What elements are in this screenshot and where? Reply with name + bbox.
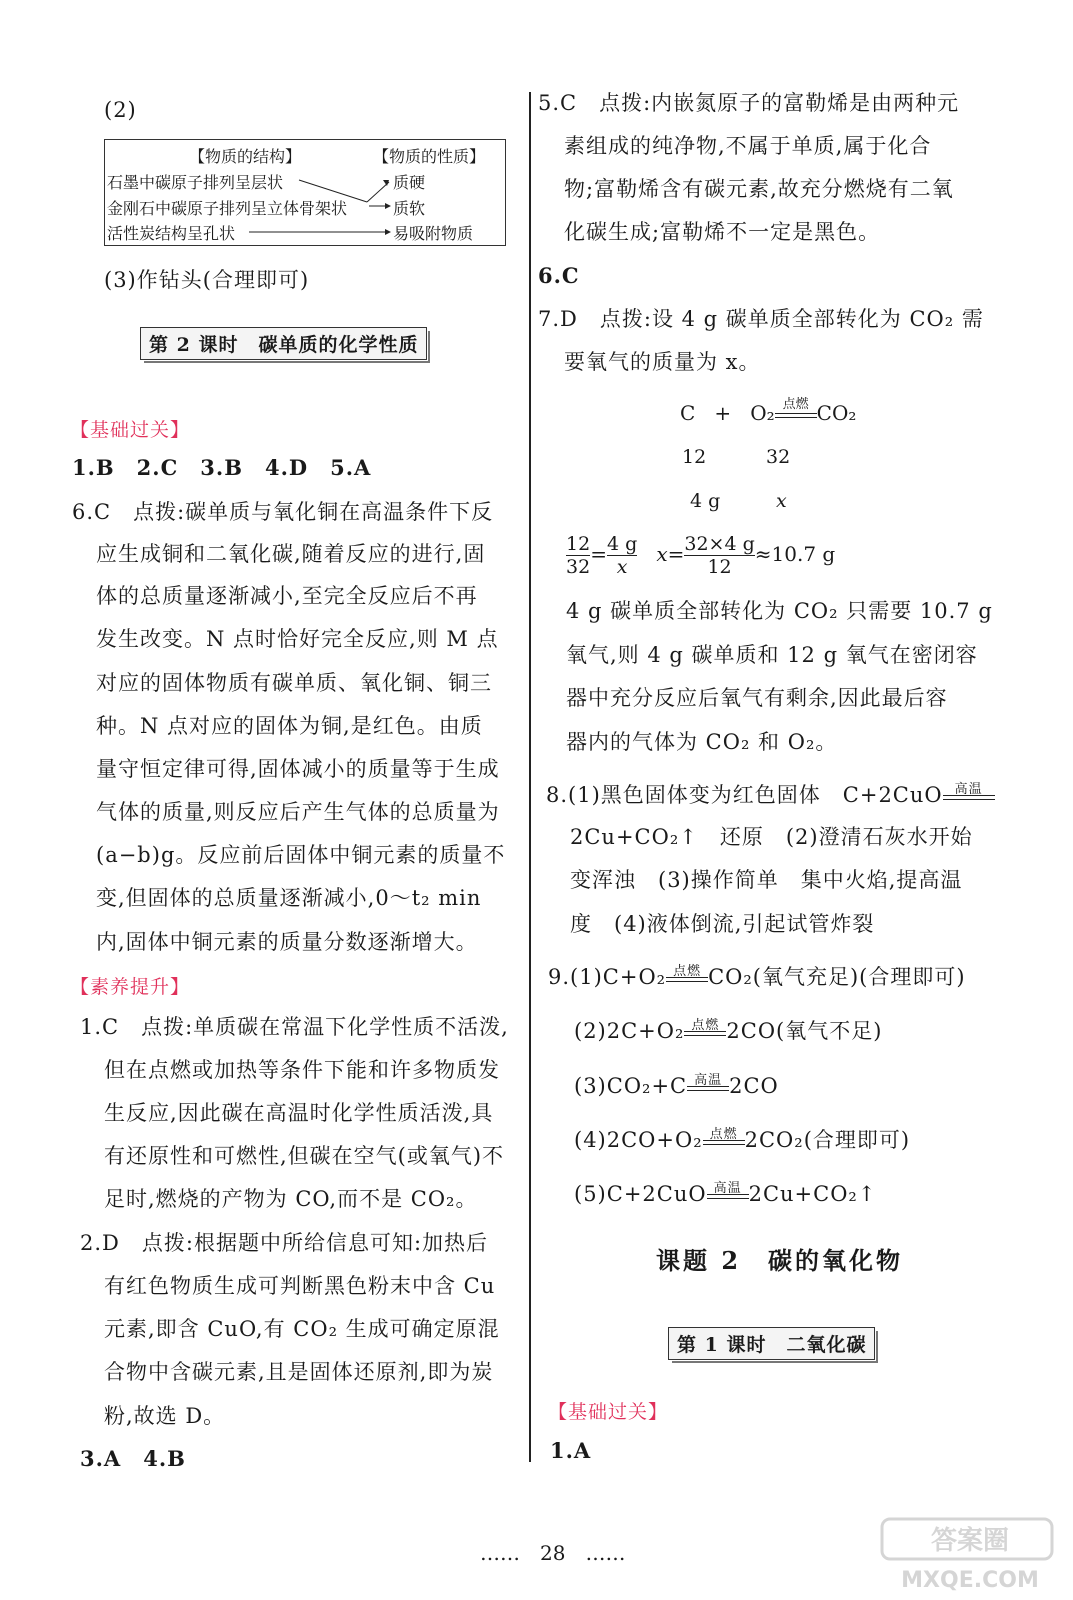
q7-ratio-c: 12 [682,446,707,468]
q7-eq-plus: + [714,401,732,425]
q8-line: 度 (4)液体倒流,引起试管炸裂 [570,912,875,936]
basic-tag: 【基础过关】 [70,419,191,441]
q6-line: 6.C 点拨:碳单质与氧化铜在高温条件下反 [72,500,494,524]
q7-line: 要氧气的质量为 x。 [564,350,761,374]
q5-line: 物;富勒烯含有碳元素,故充分燃烧有二氧 [564,177,954,201]
q6-line: 对应的固体物质有碳单质、氧化铜、铜三 [96,671,492,695]
advance-tag: 【素养提升】 [70,976,191,998]
reaction-arrow: 高温 [707,1188,749,1201]
q9-line: 9.(1)C+O₂ 点燃 CO₂(氧气充足)(合理即可) [548,964,966,989]
q7-eq-o2: O₂ [750,401,775,425]
a2-line: 元素,即含 CuO,有 CO₂ 生成可确定原混 [104,1317,500,1341]
topic-title: 课题 2 碳的氧化物 [656,1246,904,1275]
watermark-logo [880,1515,1060,1595]
structure-item: 石墨中碳原子排列呈层状 [107,173,284,192]
page-number: …… 28 …… [480,1541,626,1565]
a1-line: 1.C 点拨:单质碳在常温下化学性质不活泼, [80,1015,509,1039]
q6-line: 气体的质量,则反应后产生气体的总质量为 [96,800,500,824]
q7-ratio-o2: 32 [766,446,791,468]
q9-line: (4)2CO+O₂ 点燃 2CO₂(合理即可) [574,1127,911,1152]
q5-line: 5.C 点拨:内嵌氮原子的富勒烯是由两种元 [538,91,960,115]
q6-line: 种。N 点对应的固体为铜,是红色。由质 [96,714,483,738]
reaction-arrow: 高温 [687,1080,729,1093]
lesson1-title: 第 1 课时 二氧化碳 [668,1327,875,1360]
property-item: 质软 [393,199,426,218]
reaction-condition: 点燃 [782,397,809,412]
fraction: $\frac{4 g}{x}$ [606,533,638,578]
q9-line: (5)C+2CuO 高温 2Cu+CO₂↑ [574,1181,877,1206]
q7-eq-co2: CO₂ [816,401,857,425]
svg-text:MXQE.COM: MXQE.COM [901,1568,1039,1593]
q7-mass-c: 4 g [690,490,721,512]
q6-line: 体的总质量逐渐减小,至完全反应后不再 [96,584,478,608]
fraction: $\frac{12}{32}$ [566,533,591,578]
q7-equation [680,397,857,425]
q9-line: (3)CO₂+C 高温 2CO [574,1073,779,1098]
q7-proportion: $\frac{12}{32}$ = $\frac{4 g}{x}$ x= $\frac{32\times 4 g}{12}$ ≈10.7 g [566,533,836,578]
a1-line: 有还原性和可燃性,但碳在空气(或氧气)不 [104,1144,505,1168]
fraction: $\frac{32\times 4 g}{12}$ [684,533,755,578]
q6-line: 内,固体中铜元素的质量分数逐渐增大。 [96,930,478,954]
basic-answers: 1.B 2.C 3.B 4.D 5.A [72,455,372,480]
q7-eq-c: C [680,401,696,425]
q8-line: 8.(1)黑色固体变为红色固体 C+2CuO 高温 [546,780,995,810]
right-a1: 1.A [550,1438,592,1463]
q2-label: (2) [104,98,137,122]
lesson2-title: 第 2 课时 碳单质的化学性质 [140,327,427,360]
property-item: 质硬 [393,173,426,192]
a2-line: 粉,故选 D。 [104,1404,226,1428]
reaction-arrow: 点燃 [703,1134,745,1147]
structure-property-table [104,139,506,246]
q6-line: 发生改变。N 点时恰好完全反应,则 M 点 [96,627,499,651]
structure-item: 金刚石中碳原子排列呈立体骨架状 [107,199,348,218]
column-divider [529,92,531,1462]
q6-answer: 6.C [538,263,580,288]
q5-line: 素组成的纯净物,不属于单质,属于化合 [564,134,932,158]
basic-tag-right: 【基础过关】 [548,1401,669,1423]
q6-line: (a−b)g。反应前后固体中铜元素的质量不 [96,843,506,867]
q8-line: 2Cu+CO₂↑ 还原 (2)澄清石灰水开始 [570,825,973,849]
q7-tail: 器中充分反应后氧气有剩余,因此最后容 [566,686,948,710]
svg-text:答案圈: 答案圈 [930,1526,1010,1556]
q7-line: 7.D 点拨:设 4 g 碳单质全部转化为 CO₂ 需 [538,307,984,331]
q3-answer: (3)作钻头(合理即可) [104,268,310,292]
structure-header: 【物质的结构】 [189,147,302,166]
q9-line: (2)2C+O₂ 点燃 2CO(氧气不足) [574,1018,883,1043]
a1-line: 但在点燃或加热等条件下能和许多物质发 [104,1058,500,1082]
property-item: 易吸附物质 [393,224,474,243]
q7-tail: 器内的气体为 CO₂ 和 O₂。 [566,730,838,754]
q7-tail: 氧气,则 4 g 碳单质和 12 g 氧气在密闭容 [566,643,978,667]
q7-mass-o2: x [776,490,787,512]
q6-line: 量守恒定律可得,固体减小的质量等于生成 [96,757,500,781]
q7-result: ≈10.7 g [754,542,836,566]
a2-line: 有红色物质生成可判断黑色粉末中含 Cu [104,1274,496,1298]
a2-line: 合物中含碳元素,且是固体还原剂,即为炭 [104,1360,494,1384]
reaction-arrow: 点燃 [666,971,708,984]
reaction-arrow: 高温 [943,789,995,802]
q7-tail: 4 g 碳单质全部转化为 CO₂ 只需要 10.7 g [566,599,993,623]
q6-line: 应生成铜和二氧化碳,随着反应的进行,固 [96,542,486,566]
reaction-arrow: 点燃 [684,1025,726,1038]
reaction-arrow [775,397,817,420]
q5-line: 化碳生成;富勒烯不一定是黑色。 [564,220,881,244]
structure-item: 活性炭结构呈孔状 [107,224,236,243]
q8-line: 变浑浊 (3)操作简单 集中火焰,提高温 [570,868,963,892]
a34-answers: 3.A 4.B [80,1446,186,1471]
a2-line: 2.D 点拨:根据题中所给信息可知:加热后 [80,1231,489,1255]
a1-line: 生反应,因此碳在高温时化学性质活泼,具 [104,1101,494,1125]
q6-line: 变,但固体的总质量逐渐减小,0～t₂ min [96,886,482,910]
property-header: 【物质的性质】 [373,147,486,166]
a1-line: 足时,燃烧的产物为 CO,而不是 CO₂。 [104,1187,478,1211]
x-label: x= [656,542,685,566]
matching-lines [105,140,505,245]
